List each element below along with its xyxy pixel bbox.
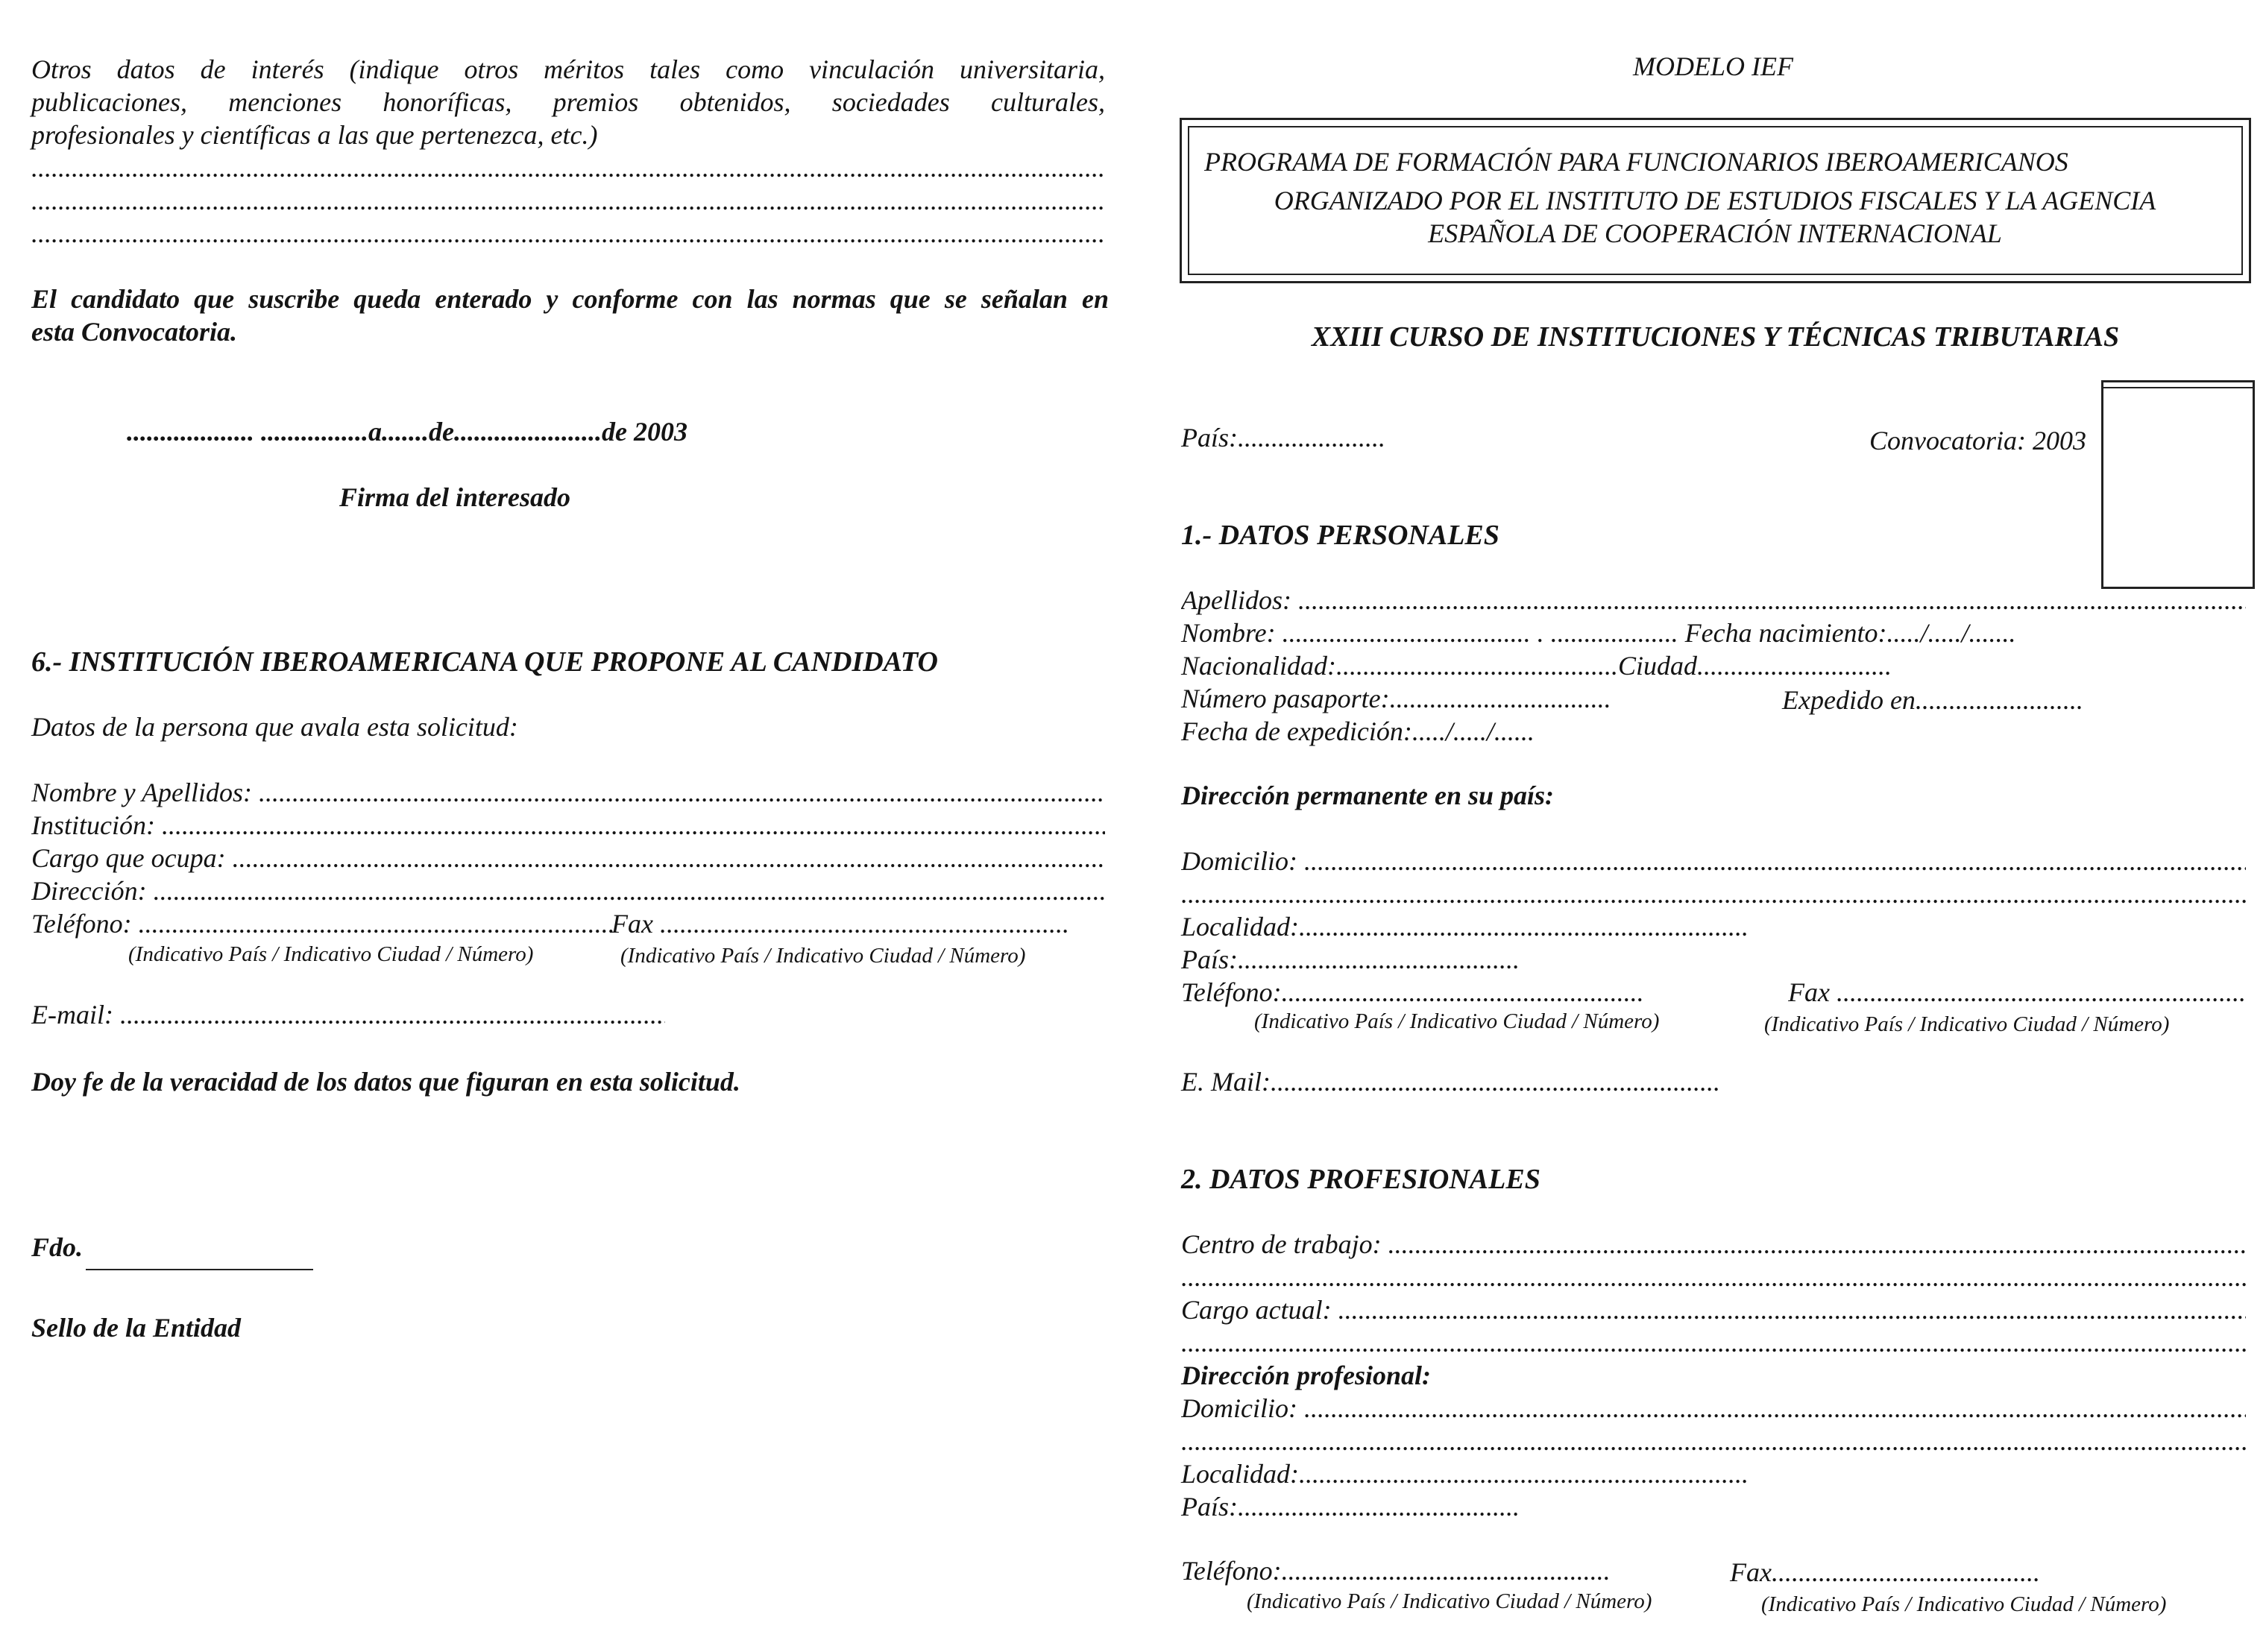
programa-line-2: ORGANIZADO POR EL INSTITUTO DE ESTUDIOS FISCALES Y LA AGENCIA — [1274, 186, 2156, 215]
avala-direccion-field[interactable] — [31, 875, 1105, 907]
centro-trabajo-dotted-line[interactable] — [1181, 1261, 2246, 1293]
telefono-profesional-field[interactable]: Teléfono:................................................. — [1181, 1556, 1611, 1586]
avala-institucion-label: Institución: — [31, 810, 155, 840]
cargo-actual-label: Cargo actual: — [1181, 1295, 1332, 1325]
direccion-profesional-title: Dirección profesional: — [1181, 1361, 1431, 1390]
avala-fax-hint: (Indicativo País / Indicativo Ciudad / Número) — [620, 944, 1026, 968]
fax-field[interactable] — [1788, 977, 2246, 1008]
fecha-line[interactable]: ................... ................a.......de......................de 2003 — [127, 417, 687, 447]
firma-label: Firma del interesado — [339, 482, 571, 512]
acuerdo-line-1: El candidato que suscribe queda enterado y conforme con las normas que se señalan en — [31, 284, 1109, 314]
avala-email-label: E-mail: — [31, 1000, 113, 1030]
domicilio-profesional-label: Domicilio: — [1181, 1393, 1297, 1423]
avala-label: Datos de la persona que avala esta solicitud: — [31, 712, 518, 742]
cargo-actual-field[interactable] — [1181, 1294, 2246, 1325]
signature-line[interactable] — [86, 1269, 313, 1270]
avala-fax-field[interactable] — [611, 908, 1068, 939]
domicilio-field[interactable] — [1181, 845, 2246, 877]
avala-fax-label: Fax — [611, 909, 653, 939]
avala-direccion-label: Dirección: — [31, 876, 147, 906]
avala-cargo-label: Cargo que ocupa: — [31, 843, 226, 873]
telefono-field[interactable]: Teléfono:...................................................... — [1181, 977, 1644, 1007]
telefono-hint: (Indicativo País / Indicativo Ciudad / Número) — [1254, 1009, 1660, 1033]
fax-label: Fax — [1788, 977, 1830, 1007]
expedido-field[interactable]: Expedido en......................... — [1782, 685, 2083, 715]
expedicion-field[interactable]: Fecha de expedición:...../...../...... — [1181, 716, 1535, 746]
doy-fe-statement: Doy fe de la veracidad de los datos que figuran en esta solicitud. — [31, 1067, 740, 1097]
pais-field[interactable]: País:...................... — [1181, 423, 1385, 453]
otros-datos-line-1: Otros datos de interés (indique otros méritos tales como vinculación universitaria, — [31, 54, 1105, 84]
localidad-profesional-field[interactable]: Localidad:................................................................... — [1181, 1459, 1749, 1489]
avala-nombre-label: Nombre y Apellidos: — [31, 778, 252, 807]
avala-telefono-hint: (Indicativo País / Indicativo Ciudad / Número) — [128, 942, 534, 966]
fax-profesional-field[interactable]: Fax........................................ — [1730, 1557, 2040, 1587]
telefono-profesional-hint: (Indicativo País / Indicativo Ciudad / Número) — [1247, 1589, 1652, 1613]
modelo-label: MODELO IEF — [1633, 51, 1793, 81]
otros-datos-dotted-line[interactable] — [31, 185, 1105, 216]
pasaporte-field[interactable]: Número pasaporte:................................. — [1181, 684, 1611, 713]
convocatoria-label: Convocatoria: 2003 — [1869, 426, 2086, 455]
apellidos-label: Apellidos: — [1181, 585, 1291, 615]
otros-datos-dotted-line[interactable] — [31, 152, 1105, 183]
direccion-permanente-title: Dirección permanente en su país: — [1181, 781, 1554, 810]
section-6-title: 6.- INSTITUCIÓN IBEROAMERICANA QUE PROPONE AL CANDIDATO — [31, 646, 938, 678]
otros-datos-line-2: publicaciones, menciones honoríficas, premios obtenidos, sociedades culturales, — [31, 87, 1105, 117]
section-2-title: 2. DATOS PROFESIONALES — [1181, 1164, 1540, 1195]
avala-telefono-label: Teléfono: — [31, 909, 132, 939]
avala-institucion-field[interactable] — [31, 810, 1105, 841]
nombre-field[interactable]: Nombre: ..................................... . ................... Fecha nacimiento:...../...../....... — [1181, 618, 2016, 648]
programa-line-3: ESPAÑOLA DE COOPERACIÓN INTERNACIONAL — [1428, 218, 2002, 248]
localidad-field[interactable]: Localidad:................................................................... — [1181, 912, 1749, 942]
otros-datos-line-3: profesionales y científicas a las que pertenezca, etc.) — [31, 120, 598, 150]
avala-nombre-field[interactable] — [31, 777, 1105, 808]
curso-title: XXIII CURSO DE INSTITUCIONES Y TÉCNICAS TRIBUTARIAS — [1311, 321, 2120, 353]
avala-email-field[interactable] — [31, 999, 665, 1030]
fdo-label: Fdo. — [31, 1232, 84, 1262]
domicilio-profesional-field[interactable] — [1181, 1393, 2246, 1424]
pais-profesional-field[interactable]: País:.......................................... — [1181, 1492, 1520, 1522]
domicilio-label: Domicilio: — [1181, 846, 1297, 876]
domicilio-dotted-line[interactable] — [1181, 878, 2246, 909]
fax-profesional-hint: (Indicativo País / Indicativo Ciudad / Número) — [1761, 1592, 2167, 1616]
cargo-actual-dotted-line[interactable] — [1181, 1327, 2246, 1358]
fax-hint: (Indicativo País / Indicativo Ciudad / Número) — [1764, 1012, 2170, 1036]
otros-datos-dotted-line[interactable] — [31, 218, 1105, 249]
pais-permanente-field[interactable]: País:.......................................... — [1181, 945, 1520, 974]
sello-label: Sello de la Entidad — [31, 1313, 242, 1343]
avala-cargo-field[interactable] — [31, 842, 1105, 874]
nacionalidad-field[interactable]: Nacionalidad:..........................................Ciudad............................. — [1181, 651, 1892, 681]
programa-line-1: PROGRAMA DE FORMACIÓN PARA FUNCIONARIOS IBEROAMERICANOS — [1204, 147, 2068, 177]
acuerdo-line-2: esta Convocatoria. — [31, 317, 237, 347]
domicilio-profesional-dotted-line[interactable] — [1181, 1425, 2246, 1457]
avala-telefono-field[interactable] — [31, 908, 613, 939]
email-field[interactable]: E. Mail:................................................................... — [1181, 1067, 1720, 1097]
centro-trabajo-label: Centro de trabajo: — [1181, 1229, 1382, 1259]
centro-trabajo-field[interactable] — [1181, 1229, 2246, 1260]
section-1-title: 1.- DATOS PERSONALES — [1181, 520, 1499, 551]
photo-box[interactable] — [2101, 380, 2255, 589]
apellidos-field[interactable] — [1181, 584, 2246, 616]
